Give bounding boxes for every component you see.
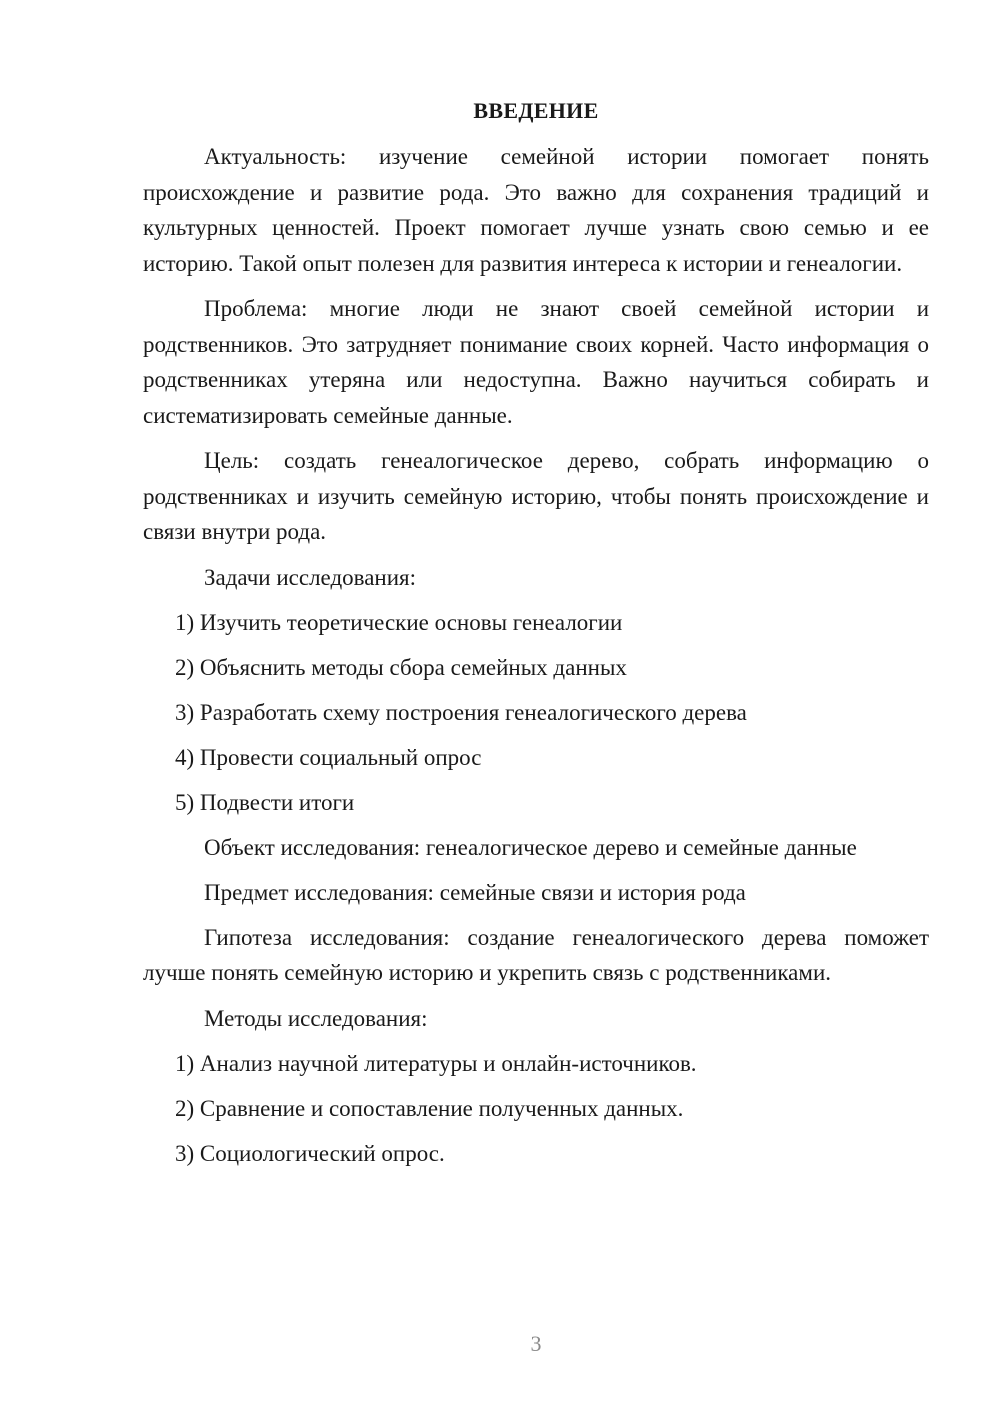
list-item: 3) Разработать схему построения генеалогического дерева — [175, 699, 747, 725]
section-title: ВВЕДЕНИЕ — [473, 98, 599, 123]
list-item: 3) Социологический опрос. — [175, 1140, 445, 1166]
tasks-list — [143, 605, 929, 820]
list-item: 5) Подвести итоги — [175, 789, 355, 815]
object-line: Объект исследования: генеалогическое дерево и семейные данные — [204, 834, 857, 860]
methods-list — [143, 1046, 929, 1171]
tasks-heading: Задачи исследования: — [204, 564, 417, 590]
problem-paragraph: Проблема: многие люди не знают своей семейной истории и родственников. Это затрудняет понимание своих корней. Часто информация о родственниках утеряна или недоступна. Важно научиться собирать и систематизировать семейные данные. — [143, 296, 929, 428]
document-page — [143, 96, 929, 1181]
list-item: 2) Сравнение и сопоставление полученных данных. — [175, 1095, 684, 1121]
hypothesis-paragraph: Гипотеза исследования: создание генеалогического дерева поможет лучше понять семейную историю и укрепить связь с родственниками. — [143, 924, 929, 985]
goal-paragraph: Цель: создать генеалогическое дерево, собрать информацию о родственниках и изучить семейную историю, чтобы понять происхождение и связи внутри рода. — [143, 448, 929, 544]
list-item: 2) Объяснить методы сбора семейных данных — [175, 654, 627, 680]
page-number: 3 — [530, 1331, 542, 1356]
list-item: 1) Анализ научной литературы и онлайн-источников. — [175, 1050, 697, 1076]
relevance-paragraph: Актуальность: изучение семейной истории помогает понять происхождение и развитие рода. Это важно для сохранения традиций и культурных ценностей. Проект помогает лучше узнать свою семью и ее историю. Такой опыт полезен для развития интереса к истории и генеалогии. — [143, 144, 929, 276]
list-item: 1) Изучить теоретические основы генеалогии — [175, 609, 623, 635]
methods-heading: Методы исследования: — [204, 1005, 428, 1031]
subject-line: Предмет исследования: семейные связи и история рода — [204, 879, 746, 905]
list-item: 4) Провести социальный опрос — [175, 744, 482, 770]
